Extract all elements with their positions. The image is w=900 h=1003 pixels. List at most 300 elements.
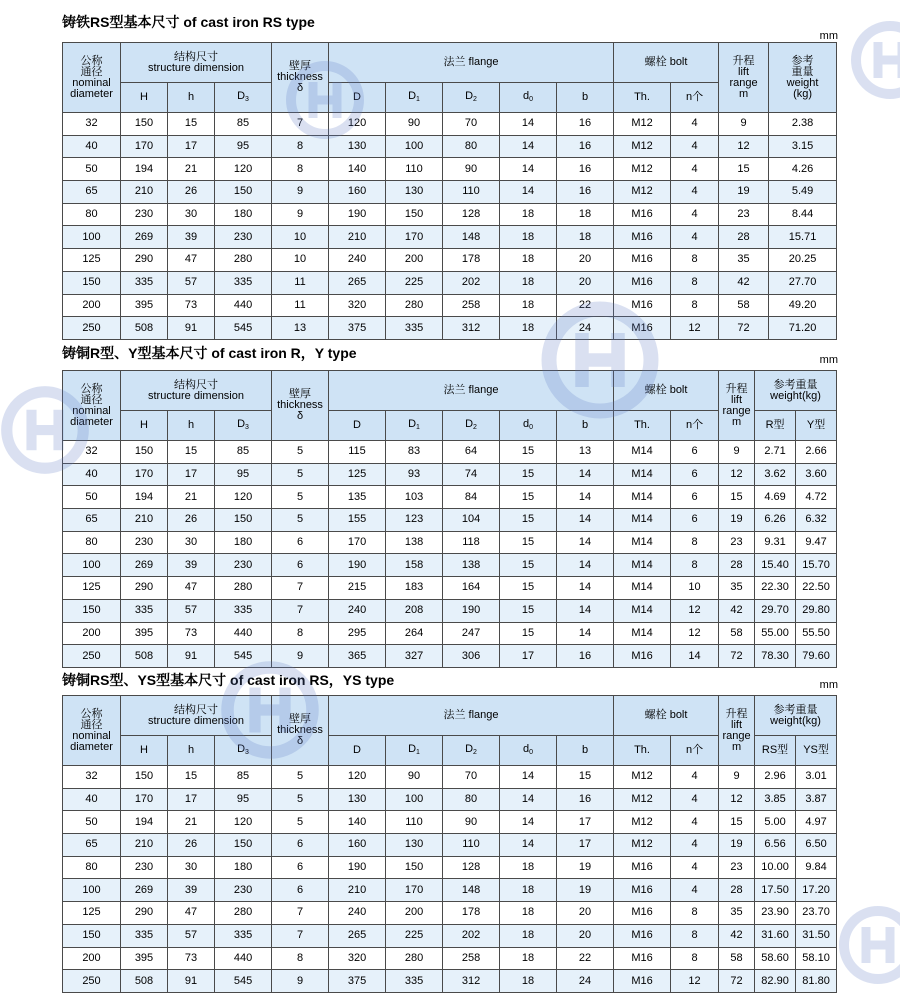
- table-cell: 170: [386, 879, 443, 902]
- header-D2: $D_2$: [443, 736, 500, 766]
- table-cell: 12: [671, 622, 719, 645]
- table-cell: 130: [386, 834, 443, 857]
- table-cell: 58: [719, 947, 755, 970]
- header-weight: 参考 重量 weight (kg): [769, 43, 837, 113]
- table-cell: 15.71: [769, 226, 837, 249]
- table-cell: 84: [443, 486, 500, 509]
- header-nominal-diameter: 公称 通径 nominal diameter: [63, 696, 121, 766]
- table-cell: 194: [121, 811, 168, 834]
- table-cell: 120: [215, 158, 272, 181]
- table-cell: 55.00: [755, 622, 796, 645]
- table-row: [63, 249, 837, 272]
- table-body: [63, 441, 837, 668]
- table-cell: M14: [614, 463, 671, 486]
- table-cell: 230: [215, 226, 272, 249]
- table-cell: 190: [329, 203, 386, 226]
- table-cell: 22: [557, 294, 614, 317]
- table-cell: 39: [168, 879, 215, 902]
- table-cell: 17: [557, 834, 614, 857]
- table-cell: 230: [121, 203, 168, 226]
- table-cell: 395: [121, 294, 168, 317]
- table-cell: 8: [671, 902, 719, 925]
- table-cell: 18: [557, 226, 614, 249]
- table-cell: 24: [557, 317, 614, 340]
- table-cell: 164: [443, 577, 500, 600]
- table-cell: M12: [614, 766, 671, 789]
- header-d0: $d_0$: [500, 411, 557, 441]
- table-cell: 18: [500, 947, 557, 970]
- table-cell: 110: [386, 158, 443, 181]
- table-cell: 30: [168, 856, 215, 879]
- table-cell: 250: [63, 317, 121, 340]
- table-cell: M14: [614, 486, 671, 509]
- table-cell: 150: [386, 856, 443, 879]
- table-cell: 110: [386, 811, 443, 834]
- table-cell: M16: [614, 924, 671, 947]
- table-cell: 17: [500, 645, 557, 668]
- table-cell: 150: [63, 599, 121, 622]
- table-cell: 247: [443, 622, 500, 645]
- table-cell: 47: [168, 902, 215, 925]
- table-row: [63, 158, 837, 181]
- header-structure: 结构尺寸 structure dimension: [121, 43, 272, 83]
- table-cell: 269: [121, 554, 168, 577]
- table-cell: 40: [63, 463, 121, 486]
- table-cell: 42: [719, 271, 769, 294]
- table-cell: 5: [272, 766, 329, 789]
- table-row: [63, 554, 837, 577]
- table-cell: M16: [614, 294, 671, 317]
- table-cell: 200: [386, 249, 443, 272]
- table-cell: 18: [500, 249, 557, 272]
- table-cell: 5: [272, 441, 329, 464]
- table-cell: 150: [215, 834, 272, 857]
- table-cell: 395: [121, 622, 168, 645]
- table-cell: 15: [168, 113, 215, 136]
- table-row: [63, 645, 837, 668]
- table-cell: 8: [671, 531, 719, 554]
- table-cell: 15: [500, 554, 557, 577]
- table-cell: 3.60: [796, 463, 837, 486]
- table-cell: 200: [63, 294, 121, 317]
- table-cell: 15: [168, 766, 215, 789]
- table-cell: 15: [719, 811, 755, 834]
- table-cell: 120: [329, 766, 386, 789]
- header-thickness: 壁厚 thickness δ: [272, 696, 329, 766]
- table-cell: 110: [443, 834, 500, 857]
- table-cell: 32: [63, 766, 121, 789]
- table-cell: 6.50: [796, 834, 837, 857]
- table-cell: 64: [443, 441, 500, 464]
- table-cell: 9: [272, 970, 329, 993]
- table-cell: 14: [671, 645, 719, 668]
- header-b: b: [557, 736, 614, 766]
- table-cell: 13: [557, 441, 614, 464]
- table-row: [63, 924, 837, 947]
- table-cell: 104: [443, 509, 500, 532]
- table-cell: 150: [121, 766, 168, 789]
- table-cell: 215: [329, 577, 386, 600]
- hida-logo-icon: [838, 905, 900, 985]
- table-cell: 22.50: [796, 577, 837, 600]
- table-cell: 4: [671, 181, 719, 204]
- header-n: n个: [671, 411, 719, 441]
- table-cell: 12: [719, 463, 755, 486]
- table-cell: 82.90: [755, 970, 796, 993]
- table-cell: 210: [121, 181, 168, 204]
- table-cell: 6: [671, 441, 719, 464]
- table-cell: 15: [719, 158, 769, 181]
- table-cell: 8: [671, 554, 719, 577]
- table-cell: 8.44: [769, 203, 837, 226]
- table-cell: 91: [168, 645, 215, 668]
- header-b: b: [557, 83, 614, 113]
- table-cell: 16: [557, 645, 614, 668]
- table-cell: 42: [719, 599, 755, 622]
- table-row: [63, 135, 837, 158]
- table-cell: 12: [719, 135, 769, 158]
- table-row: [63, 271, 837, 294]
- table-cell: 170: [121, 463, 168, 486]
- table-cell: 160: [329, 181, 386, 204]
- table-cell: 19: [557, 856, 614, 879]
- table-cell: 23: [719, 203, 769, 226]
- table-cell: 20.25: [769, 249, 837, 272]
- table-cell: 202: [443, 924, 500, 947]
- table-cell: 9: [272, 181, 329, 204]
- header-structure: 结构尺寸 structure dimension: [121, 696, 272, 736]
- header-D: D: [329, 736, 386, 766]
- table-cell: 40: [63, 788, 121, 811]
- table-cell: M16: [614, 203, 671, 226]
- table-cell: 306: [443, 645, 500, 668]
- table-cell: M16: [614, 249, 671, 272]
- table-cell: 9: [719, 441, 755, 464]
- table-cell: 150: [63, 924, 121, 947]
- table-cell: 4.26: [769, 158, 837, 181]
- table-cell: M14: [614, 554, 671, 577]
- table-row: [63, 509, 837, 532]
- table-cell: 28: [719, 554, 755, 577]
- table-cell: 335: [121, 599, 168, 622]
- table-cell: 200: [63, 622, 121, 645]
- table-cell: 4.72: [796, 486, 837, 509]
- table-cell: 8: [272, 622, 329, 645]
- table-cell: 103: [386, 486, 443, 509]
- table-cell: 14: [557, 577, 614, 600]
- header-H: H: [121, 411, 168, 441]
- table-cell: 93: [386, 463, 443, 486]
- table-cell: 14: [557, 622, 614, 645]
- table-cell: M12: [614, 834, 671, 857]
- header-nominal-diameter: 公称 通径 nominal diameter: [63, 43, 121, 113]
- table-cell: 16: [557, 113, 614, 136]
- table-cell: 18: [500, 879, 557, 902]
- table-cell: 170: [329, 531, 386, 554]
- table-cell: 115: [329, 441, 386, 464]
- table-cell: 100: [63, 554, 121, 577]
- table-cell: 180: [215, 856, 272, 879]
- table-cell: 10: [272, 226, 329, 249]
- table-cell: 100: [386, 135, 443, 158]
- table-cell: 120: [215, 486, 272, 509]
- table-cell: 35: [719, 577, 755, 600]
- table-row: [63, 788, 837, 811]
- header-D3: $D_3$: [215, 83, 272, 113]
- table-cell: 15: [500, 463, 557, 486]
- table-cell: 9.31: [755, 531, 796, 554]
- table-cell: 5: [272, 788, 329, 811]
- table-cell: 27.70: [769, 271, 837, 294]
- table-cell: 20: [557, 902, 614, 925]
- table-cell: 5: [272, 486, 329, 509]
- table-cell: 250: [63, 645, 121, 668]
- table-cell: 2.66: [796, 441, 837, 464]
- table-cell: 70: [443, 766, 500, 789]
- table-cell: 4: [671, 856, 719, 879]
- table-cell: 80: [63, 203, 121, 226]
- hida-logo-icon: [850, 20, 900, 100]
- table-cell: 508: [121, 317, 168, 340]
- table-cell: M16: [614, 317, 671, 340]
- table-cell: 19: [719, 181, 769, 204]
- table-cell: 230: [215, 879, 272, 902]
- table-cell: 18: [500, 203, 557, 226]
- table-cell: 327: [386, 645, 443, 668]
- table-cell: 280: [386, 947, 443, 970]
- table-cell: 90: [443, 158, 500, 181]
- table-cell: 73: [168, 294, 215, 317]
- table-cell: 130: [329, 135, 386, 158]
- table-cell: 440: [215, 294, 272, 317]
- table-cell: 20: [557, 271, 614, 294]
- table-cell: 18: [500, 856, 557, 879]
- table-cell: 6: [272, 554, 329, 577]
- table-cell: 280: [215, 902, 272, 925]
- table-cell: 335: [215, 924, 272, 947]
- table-cell: 18: [500, 294, 557, 317]
- table-cell: 58: [719, 294, 769, 317]
- header-weight-r: R型: [755, 411, 796, 441]
- header-D1: $D_1$: [386, 736, 443, 766]
- table-cell: 148: [443, 226, 500, 249]
- table-cell: 29.80: [796, 599, 837, 622]
- table-cell: 18: [500, 317, 557, 340]
- table-cell: 8: [272, 158, 329, 181]
- table-cell: M16: [614, 226, 671, 249]
- table-cell: 250: [63, 970, 121, 993]
- table-cell: 35: [719, 902, 755, 925]
- dimension-table: [62, 42, 837, 340]
- table-cell: 545: [215, 645, 272, 668]
- table-cell: 545: [215, 970, 272, 993]
- table-cell: 14: [500, 766, 557, 789]
- table-cell: 210: [121, 509, 168, 532]
- table-cell: 140: [329, 811, 386, 834]
- table-cell: 72: [719, 970, 755, 993]
- header-th: Th.: [614, 411, 671, 441]
- table-cell: 74: [443, 463, 500, 486]
- table-cell: 15: [500, 486, 557, 509]
- table-cell: 208: [386, 599, 443, 622]
- header-b: b: [557, 411, 614, 441]
- table-cell: 15: [500, 622, 557, 645]
- table-cell: 65: [63, 834, 121, 857]
- table-cell: M16: [614, 271, 671, 294]
- table-cell: M14: [614, 577, 671, 600]
- table-cell: 71.20: [769, 317, 837, 340]
- table-cell: 125: [63, 249, 121, 272]
- header-weight: 参考重量 weight(kg): [755, 371, 837, 411]
- table-cell: 11: [272, 294, 329, 317]
- table-row: [63, 856, 837, 879]
- table-cell: 39: [168, 554, 215, 577]
- table-cell: 5: [272, 509, 329, 532]
- table-cell: 210: [329, 226, 386, 249]
- dimension-table: [62, 695, 837, 993]
- table-cell: 123: [386, 509, 443, 532]
- table-cell: 280: [215, 249, 272, 272]
- table-cell: 15.40: [755, 554, 796, 577]
- section-ry-cast-copper: [62, 338, 836, 663]
- table-cell: 5: [272, 463, 329, 486]
- header-th: Th.: [614, 83, 671, 113]
- table-cell: 21: [168, 158, 215, 181]
- table-cell: 100: [63, 226, 121, 249]
- unit-label: mm: [819, 30, 838, 42]
- table-cell: 18: [500, 226, 557, 249]
- table-cell: 335: [121, 271, 168, 294]
- table-cell: 85: [215, 113, 272, 136]
- header-D2: $D_2$: [443, 411, 500, 441]
- table-cell: 12: [671, 970, 719, 993]
- table-cell: 320: [329, 947, 386, 970]
- table-cell: 178: [443, 249, 500, 272]
- table-row: [63, 181, 837, 204]
- table-cell: 138: [443, 554, 500, 577]
- table-cell: 4: [671, 834, 719, 857]
- table-cell: 375: [329, 317, 386, 340]
- table-cell: 19: [557, 879, 614, 902]
- table-cell: M12: [614, 788, 671, 811]
- table-row: [63, 834, 837, 857]
- table-cell: 440: [215, 622, 272, 645]
- table-cell: 4: [671, 135, 719, 158]
- table-cell: M16: [614, 947, 671, 970]
- table-cell: 65: [63, 181, 121, 204]
- table-cell: 10: [671, 577, 719, 600]
- table-cell: 3.62: [755, 463, 796, 486]
- table-cell: 4: [671, 879, 719, 902]
- table-cell: 312: [443, 970, 500, 993]
- table-cell: 73: [168, 947, 215, 970]
- table-cell: 365: [329, 645, 386, 668]
- table-cell: 130: [386, 181, 443, 204]
- table-cell: 225: [386, 924, 443, 947]
- table-cell: 4: [671, 226, 719, 249]
- table-cell: 15: [719, 486, 755, 509]
- table-cell: 58.10: [796, 947, 837, 970]
- table-row: [63, 294, 837, 317]
- header-th: Th.: [614, 736, 671, 766]
- table-cell: 15: [500, 531, 557, 554]
- table-cell: 335: [121, 924, 168, 947]
- table-row: [63, 441, 837, 464]
- table-row: [63, 486, 837, 509]
- table-cell: 58: [719, 622, 755, 645]
- table-cell: 26: [168, 509, 215, 532]
- table-cell: 230: [121, 531, 168, 554]
- table-cell: 125: [63, 902, 121, 925]
- table-cell: 150: [215, 509, 272, 532]
- table-cell: 17.20: [796, 879, 837, 902]
- table-cell: 17: [168, 788, 215, 811]
- table-cell: 14: [557, 599, 614, 622]
- table-cell: 290: [121, 249, 168, 272]
- table-cell: 50: [63, 158, 121, 181]
- table-cell: 150: [215, 181, 272, 204]
- table-cell: 4: [671, 788, 719, 811]
- table-cell: 15: [500, 577, 557, 600]
- table-cell: 14: [557, 486, 614, 509]
- table-cell: 230: [215, 554, 272, 577]
- table-cell: M12: [614, 113, 671, 136]
- table-cell: 4: [671, 811, 719, 834]
- table-cell: M12: [614, 135, 671, 158]
- table-cell: 170: [121, 135, 168, 158]
- table-cell: 6: [671, 486, 719, 509]
- table-cell: 183: [386, 577, 443, 600]
- table-cell: M12: [614, 158, 671, 181]
- table-cell: 120: [329, 113, 386, 136]
- section-title: 铸铜R型、Y型基本尺寸 of cast iron R，Y type: [62, 345, 357, 361]
- table-cell: 14: [500, 181, 557, 204]
- table-cell: 49.20: [769, 294, 837, 317]
- table-cell: 6: [272, 531, 329, 554]
- table-cell: 335: [215, 599, 272, 622]
- table-cell: 6.56: [755, 834, 796, 857]
- table-cell: 5.49: [769, 181, 837, 204]
- table-cell: M16: [614, 856, 671, 879]
- table-cell: 18: [500, 924, 557, 947]
- table-cell: 240: [329, 249, 386, 272]
- table-cell: 57: [168, 271, 215, 294]
- table-cell: 265: [329, 924, 386, 947]
- table-cell: 57: [168, 599, 215, 622]
- table-cell: 6: [272, 856, 329, 879]
- table-cell: M12: [614, 811, 671, 834]
- table-cell: 28: [719, 226, 769, 249]
- table-cell: 13: [272, 317, 329, 340]
- table-row: [63, 226, 837, 249]
- table-cell: 29.70: [755, 599, 796, 622]
- table-cell: 10: [272, 249, 329, 272]
- table-cell: 80: [63, 856, 121, 879]
- table-cell: 32: [63, 441, 121, 464]
- table-cell: 120: [215, 811, 272, 834]
- table-cell: 440: [215, 947, 272, 970]
- table-cell: 14: [500, 788, 557, 811]
- table-cell: 20: [557, 249, 614, 272]
- table-cell: 335: [386, 970, 443, 993]
- dimension-table: [62, 370, 837, 668]
- header-n: n个: [671, 83, 719, 113]
- header-D: D: [329, 411, 386, 441]
- table-row: [63, 531, 837, 554]
- table-cell: 320: [329, 294, 386, 317]
- table-cell: 194: [121, 486, 168, 509]
- table-cell: 14: [557, 509, 614, 532]
